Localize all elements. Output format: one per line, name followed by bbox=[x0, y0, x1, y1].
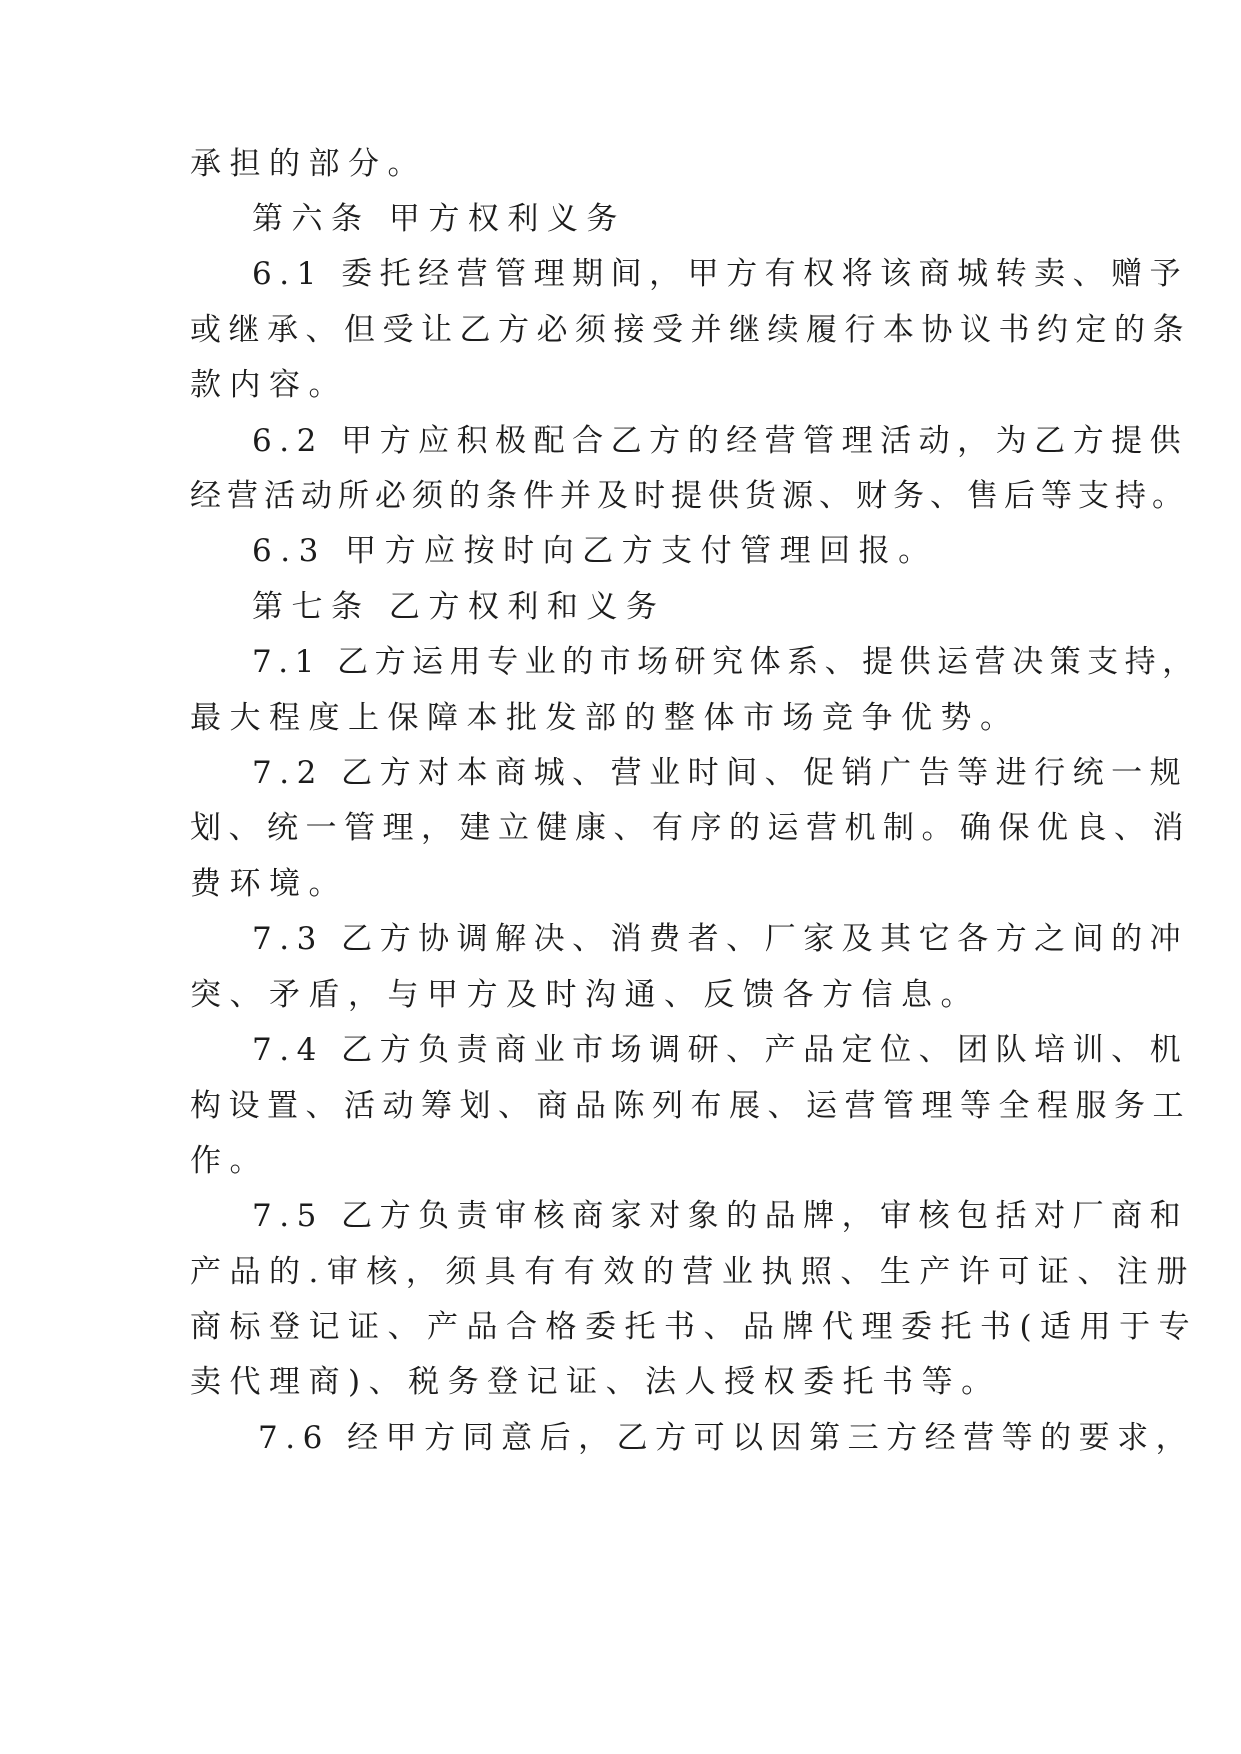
body-line: 卖代理商)、税务登记证、法人授权委托书等。 bbox=[190, 1364, 1001, 1400]
body-line: 作。 bbox=[190, 1143, 269, 1179]
clause-7-4: 7.4 乙方负责商业市场调研、产品定位、团队培训、机 bbox=[252, 1032, 1189, 1068]
clause-7-2: 7.2 乙方对本商城、营业时间、促销广告等进行统一规 bbox=[252, 755, 1189, 791]
clause-7-6: 7.6 经甲方同意后，乙方可以因第三方经营等的要求， bbox=[258, 1420, 1195, 1456]
body-line: 承担的部分。 bbox=[190, 146, 427, 182]
clause-6-1: 6.1 委托经营管理期间，甲方有权将该商城转卖、赠予 bbox=[252, 256, 1189, 292]
section-heading-article-6: 第六条 甲方权利义务 bbox=[252, 201, 626, 237]
body-line: 经营活动所必须的条件并及时提供货源、财务、售后等支持。 bbox=[190, 478, 1189, 514]
clause-7-1: 7.1 乙方运用专业的市场研究体系、提供运营决策支持， bbox=[252, 644, 1200, 680]
body-line: 或继承、但受让乙方必须接受并继续履行本协议书约定的条 bbox=[190, 312, 1191, 348]
clause-6-2: 6.2 甲方应积极配合乙方的经营管理活动，为乙方提供 bbox=[252, 423, 1189, 459]
body-line: 突、矛盾，与甲方及时沟通、反馈各方信息。 bbox=[190, 977, 980, 1013]
section-heading-article-7: 第七条 乙方权利和义务 bbox=[252, 589, 666, 625]
body-line: 款内容。 bbox=[190, 367, 348, 403]
body-line: 构设置、活动筹划、商品陈列布展、运营管理等全程服务工 bbox=[190, 1088, 1191, 1124]
body-line: 产品的.审核，须具有有效的营业执照、生产许可证、注册 bbox=[190, 1254, 1196, 1290]
clause-7-3: 7.3 乙方协调解决、消费者、厂家及其它各方之间的冲 bbox=[252, 921, 1189, 957]
clause-7-5: 7.5 乙方负责审核商家对象的品牌，审核包括对厂商和 bbox=[252, 1198, 1189, 1234]
body-line: 划、统一管理，建立健康、有序的运营机制。确保优良、消 bbox=[190, 810, 1191, 846]
body-line: 最大程度上保障本批发部的整体市场竞争优势。 bbox=[190, 700, 1020, 736]
clause-6-3: 6.3 甲方应按时向乙方支付管理回报。 bbox=[252, 533, 938, 569]
body-line: 费环境。 bbox=[190, 866, 348, 902]
body-line: 商标登记证、产品合格委托书、品牌代理委托书(适用于专 bbox=[190, 1309, 1199, 1345]
